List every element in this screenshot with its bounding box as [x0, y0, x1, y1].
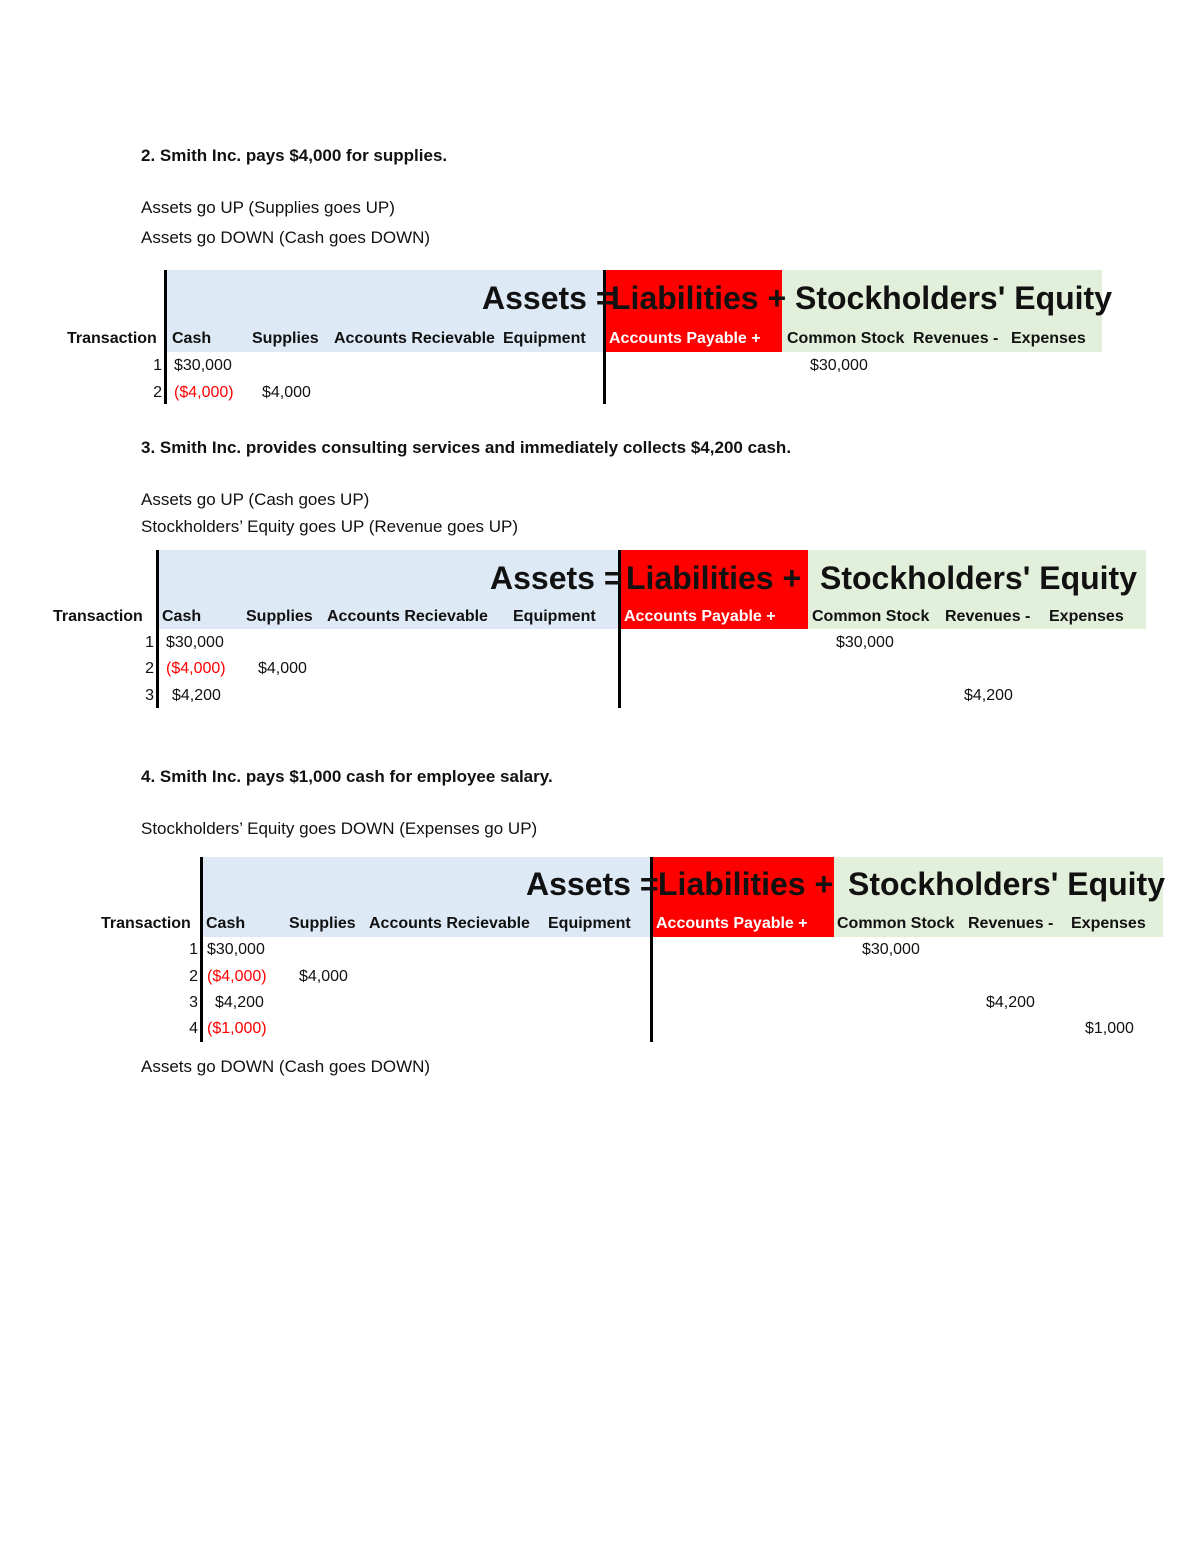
- col-revenues: Revenues -: [945, 608, 1031, 625]
- assets-heading: Assets =: [482, 280, 615, 316]
- assets-heading: Assets =: [490, 560, 623, 596]
- row-number: 3: [189, 994, 198, 1011]
- col-equipment: Equipment: [548, 915, 631, 932]
- col-accounts-payable: Accounts Payable +: [656, 915, 808, 932]
- row-number: 4: [189, 1020, 198, 1037]
- row-number: 2: [153, 384, 162, 401]
- section-3-note-2: Stockholders’ Equity goes UP (Revenue goes UP): [141, 517, 519, 536]
- col-common-stock: Common Stock: [787, 330, 905, 347]
- supplies-value: $4,000: [258, 660, 307, 677]
- left-rule: [164, 270, 167, 404]
- col-transaction: Transaction: [53, 608, 143, 625]
- supplies-value: $4,000: [299, 968, 348, 985]
- cash-value: $4,200: [172, 687, 221, 704]
- col-supplies: Supplies: [252, 330, 319, 347]
- col-accounts-payable: Accounts Payable +: [624, 608, 776, 625]
- col-accounts-payable: Accounts Payable +: [609, 330, 761, 347]
- equity-heading: Stockholders' Equity: [820, 560, 1137, 596]
- col-equipment: Equipment: [513, 608, 596, 625]
- common-stock-value: $30,000: [810, 357, 868, 374]
- col-common-stock: Common Stock: [837, 915, 955, 932]
- row-number: 2: [189, 968, 198, 985]
- col-cash: Cash: [206, 915, 246, 932]
- revenues-value: $4,200: [964, 687, 1013, 704]
- liabilities-heading: Liabilities +: [611, 280, 787, 316]
- row-number: 1: [153, 357, 162, 374]
- col-revenues: Revenues -: [913, 330, 999, 347]
- col-transaction: Transaction: [101, 915, 191, 932]
- liabilities-heading: Liabilities +: [658, 866, 834, 902]
- liabilities-heading: Liabilities +: [626, 560, 802, 596]
- col-expenses: Expenses: [1011, 330, 1086, 347]
- section-3-note-1: Assets go UP (Cash goes UP): [141, 490, 370, 509]
- common-stock-value: $30,000: [862, 941, 920, 958]
- col-revenues: Revenues -: [968, 915, 1054, 932]
- col-accounts-receivable: Accounts Recievable: [327, 608, 488, 625]
- equity-heading: Stockholders' Equity: [795, 280, 1112, 316]
- row-number: 3: [145, 687, 154, 704]
- col-transaction: Transaction: [67, 330, 157, 347]
- section-2-title: 2. Smith Inc. pays $4,000 for supplies.: [141, 146, 448, 165]
- cash-value: $30,000: [174, 357, 232, 374]
- revenues-value: $4,200: [986, 994, 1035, 1011]
- col-expenses: Expenses: [1071, 915, 1146, 932]
- row-number: 1: [145, 634, 154, 651]
- section-4-title: 4. Smith Inc. pays $1,000 cash for employee salary.: [141, 767, 553, 786]
- cash-value: ($4,000): [166, 660, 226, 677]
- supplies-value: $4,000: [262, 384, 311, 401]
- col-cash: Cash: [162, 608, 202, 625]
- cash-value: $30,000: [166, 634, 224, 651]
- equity-heading: Stockholders' Equity: [848, 866, 1165, 902]
- assets-heading: Assets =: [526, 866, 659, 902]
- row-number: 1: [189, 941, 198, 958]
- section-2-note-1: Assets go UP (Supplies goes UP): [141, 198, 395, 217]
- col-supplies: Supplies: [246, 608, 313, 625]
- row-number: 2: [145, 660, 154, 677]
- col-expenses: Expenses: [1049, 608, 1124, 625]
- col-accounts-receivable: Accounts Recievable: [369, 915, 530, 932]
- col-cash: Cash: [172, 330, 212, 347]
- cash-value: ($1,000): [207, 1020, 267, 1037]
- expenses-value: $1,000: [1085, 1020, 1134, 1037]
- col-accounts-receivable: Accounts Recievable: [334, 330, 495, 347]
- section-4-after-note: Assets go DOWN (Cash goes DOWN): [141, 1057, 431, 1076]
- cash-value: ($4,000): [207, 968, 267, 985]
- section-3-title: 3. Smith Inc. provides consulting services and immediately collects $4,200 cash.: [141, 438, 792, 457]
- common-stock-value: $30,000: [836, 634, 894, 651]
- left-rule: [156, 550, 159, 708]
- section-2-note-2: Assets go DOWN (Cash goes DOWN): [141, 228, 431, 247]
- section-4-note-1: Stockholders’ Equity goes DOWN (Expenses go UP): [141, 819, 538, 838]
- cash-value: ($4,000): [174, 384, 234, 401]
- col-supplies: Supplies: [289, 915, 356, 932]
- col-common-stock: Common Stock: [812, 608, 930, 625]
- left-rule: [200, 857, 203, 1042]
- cash-value: $4,200: [215, 994, 264, 1011]
- col-equipment: Equipment: [503, 330, 586, 347]
- cash-value: $30,000: [207, 941, 265, 958]
